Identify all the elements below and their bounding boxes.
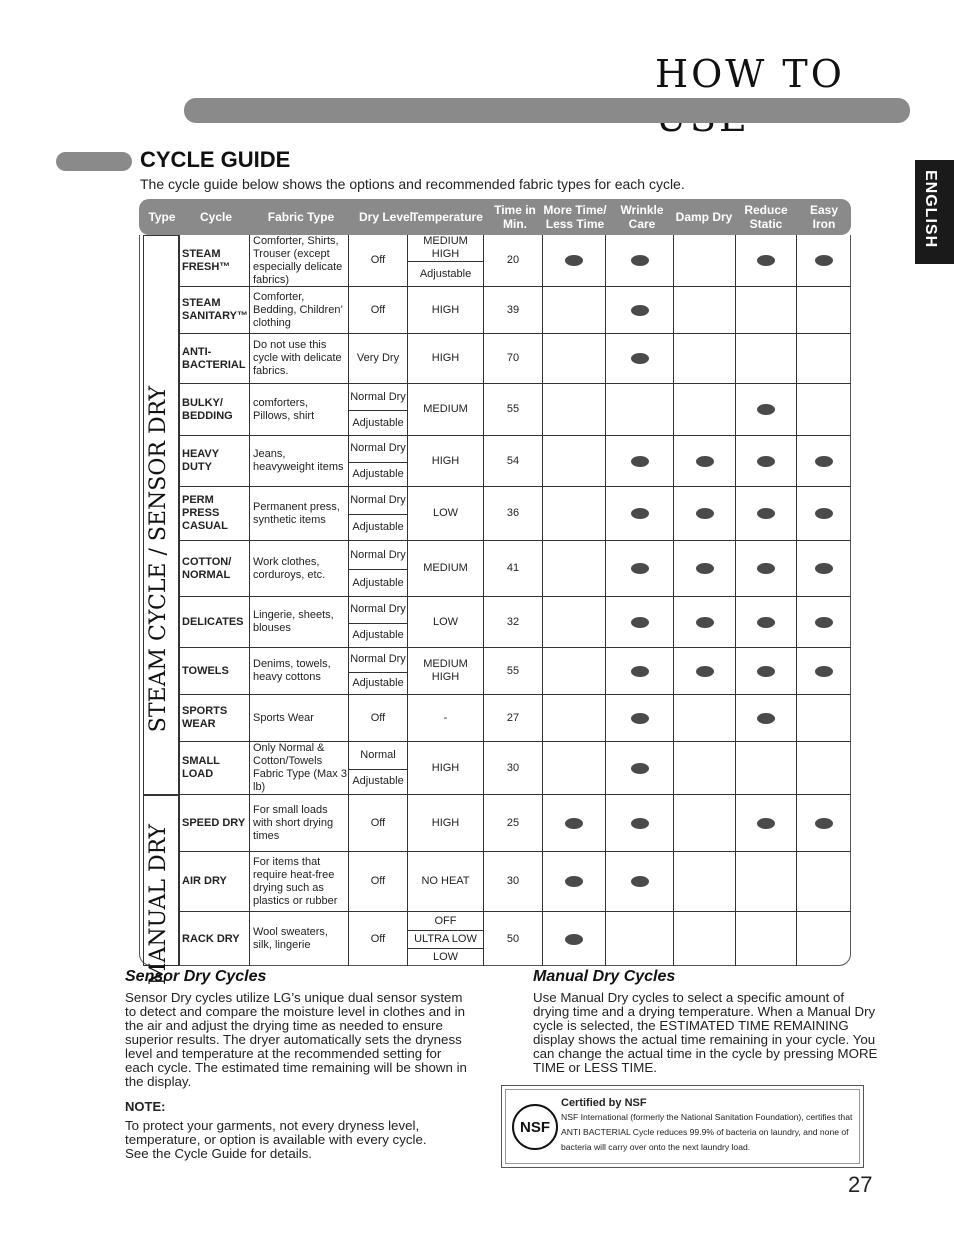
dry-level xyxy=(348,487,407,540)
header-cell: Type xyxy=(148,210,176,224)
header-cell: Cycle xyxy=(199,210,233,224)
option-cell xyxy=(735,795,796,851)
option-cell xyxy=(735,852,796,911)
option-cell xyxy=(605,334,673,383)
header-cell: Time in Min. xyxy=(494,203,536,231)
dry-level-option: Adjustable xyxy=(352,628,404,641)
option-cell xyxy=(735,235,796,286)
option-available-dot xyxy=(757,456,775,467)
option-available-dot xyxy=(631,617,649,628)
option-cell xyxy=(735,541,796,596)
dry-level-option: Adjustable xyxy=(352,576,404,589)
dry-level: Off xyxy=(348,852,407,911)
option-cell xyxy=(796,287,851,333)
table-row xyxy=(179,235,851,287)
nsf-logo: NSF xyxy=(512,1104,558,1150)
time-minutes: 25 xyxy=(483,795,542,851)
table-row xyxy=(179,795,851,852)
manual-title: Manual Dry Cycles xyxy=(533,968,676,985)
nsf-certification-box xyxy=(501,1085,864,1168)
option-cell xyxy=(796,648,851,694)
option-available-dot xyxy=(815,508,833,519)
fabric-type: Wool sweaters, silk, lingerie xyxy=(249,912,348,966)
option-available-dot xyxy=(815,818,833,829)
temperature-option: OFF xyxy=(408,912,483,931)
option-available-dot xyxy=(757,255,775,266)
option-available-dot xyxy=(565,818,583,829)
header-cell: Wrinkle Care xyxy=(620,203,664,231)
temperature: MEDIUM HIGH xyxy=(407,648,483,694)
header-cell: Temperature xyxy=(411,210,483,224)
cycle-name: STEAM SANITARY™ xyxy=(179,287,249,333)
option-cell xyxy=(673,597,735,647)
fabric-type: Do not use this cycle with delicate fabrics. xyxy=(249,334,348,383)
page-number: 27 xyxy=(848,1172,873,1197)
option-available-dot xyxy=(815,255,833,266)
option-cell xyxy=(605,541,673,596)
temperature xyxy=(407,912,483,966)
option-cell xyxy=(605,384,673,435)
table-row xyxy=(179,287,851,334)
table-row xyxy=(179,436,851,487)
fabric-type: Comforter, Shirts, Trouser (except especially delicate fabrics) xyxy=(249,235,348,286)
option-cell xyxy=(735,648,796,694)
dry-level-option: Adjustable xyxy=(352,676,404,689)
option-cell xyxy=(542,334,605,383)
group-manual-dry: MANUAL DRY xyxy=(143,795,179,966)
header-bar xyxy=(184,98,910,123)
option-available-dot xyxy=(631,713,649,724)
option-available-dot xyxy=(565,876,583,887)
option-available-dot xyxy=(757,508,775,519)
fabric-type: Only Normal & Cotton/Towels Fabric Type (Max 3 lb) xyxy=(249,742,348,794)
option-available-dot xyxy=(631,456,649,467)
cycle-name: DELICATES xyxy=(179,597,249,647)
option-available-dot xyxy=(631,255,649,266)
header-cell: More Time/ Less Time xyxy=(543,203,607,231)
time-minutes: 30 xyxy=(483,852,542,911)
option-available-dot xyxy=(815,456,833,467)
sensor-text: Sensor Dry cycles utilize LG’s unique dual sensor system to detect and compare the moisture level in clothes and in the air and adjust the drying time as needed to ensure superior results. The dryer automatically sets the dryness level and temperature at the recommended setting for each cycle. The estimated time remaining will be shown in the display. xyxy=(125,990,467,1089)
cycle-name: SPORTS WEAR xyxy=(179,695,249,741)
option-available-dot xyxy=(631,876,649,887)
option-cell xyxy=(796,597,851,647)
time-minutes: 50 xyxy=(483,912,542,966)
table-row xyxy=(179,648,851,695)
header-cell: Easy Iron xyxy=(809,203,839,231)
option-cell xyxy=(796,795,851,851)
cycle-name: STEAM FRESH™ xyxy=(179,235,249,286)
dry-level: Off xyxy=(348,287,407,333)
cycle-name: HEAVY DUTY xyxy=(179,436,249,486)
language-tab: ENGLISH xyxy=(915,160,954,264)
option-available-dot xyxy=(757,617,775,628)
table-header xyxy=(139,199,851,235)
option-available-dot xyxy=(696,563,714,574)
time-minutes: 32 xyxy=(483,597,542,647)
dry-level xyxy=(348,597,407,647)
option-cell xyxy=(796,541,851,596)
option-available-dot xyxy=(631,818,649,829)
time-minutes: 36 xyxy=(483,487,542,540)
temperature: HIGH xyxy=(407,334,483,383)
option-cell xyxy=(673,384,735,435)
option-cell xyxy=(542,695,605,741)
intro-text: The cycle guide below shows the options and recommended fabric types for each cycle. xyxy=(140,176,685,192)
dry-level-option: Normal Dry xyxy=(349,648,407,673)
cycle-name: PERM PRESS CASUAL xyxy=(179,487,249,540)
option-cell xyxy=(796,742,851,794)
table-row xyxy=(179,384,851,436)
time-minutes: 20 xyxy=(483,235,542,286)
table-row xyxy=(179,912,851,966)
option-cell xyxy=(605,695,673,741)
time-minutes: 55 xyxy=(483,384,542,435)
nsf-title: Certified by NSF xyxy=(561,1097,647,1109)
option-cell xyxy=(673,436,735,486)
option-cell xyxy=(542,597,605,647)
temperature: HIGH xyxy=(407,287,483,333)
dry-level: Off xyxy=(348,912,407,966)
temperature: NO HEAT xyxy=(407,852,483,911)
option-cell xyxy=(796,695,851,741)
option-cell xyxy=(542,541,605,596)
table-row xyxy=(179,334,851,384)
option-cell xyxy=(542,287,605,333)
section-pill xyxy=(56,152,132,171)
option-cell xyxy=(735,912,796,966)
temperature: HIGH xyxy=(407,795,483,851)
cycle-name: BULKY/ BEDDING xyxy=(179,384,249,435)
option-available-dot xyxy=(696,456,714,467)
option-cell xyxy=(542,384,605,435)
option-cell xyxy=(673,235,735,286)
header-cell: Fabric Type xyxy=(267,210,335,224)
time-minutes: 39 xyxy=(483,287,542,333)
fabric-type: For small loads with short drying times xyxy=(249,795,348,851)
option-available-dot xyxy=(757,818,775,829)
option-cell xyxy=(542,436,605,486)
option-cell xyxy=(673,795,735,851)
option-cell xyxy=(542,912,605,966)
option-cell xyxy=(673,742,735,794)
option-cell xyxy=(735,334,796,383)
temperature: - xyxy=(407,695,483,741)
header-cell: Reduce Static xyxy=(744,203,788,231)
temperature-option: ULTRA LOW xyxy=(408,930,483,949)
option-cell xyxy=(735,436,796,486)
cycle-name: SMALL LOAD xyxy=(179,742,249,794)
dry-level-option: Adjustable xyxy=(352,775,404,788)
option-cell xyxy=(796,852,851,911)
option-cell xyxy=(605,436,673,486)
temperature-option: MEDIUM HIGH xyxy=(408,235,483,262)
dry-level-option: Normal Dry xyxy=(349,487,407,515)
table-row xyxy=(179,852,851,912)
page-title: HOW TO xyxy=(655,52,845,96)
dry-level: Very Dry xyxy=(348,334,407,383)
option-cell xyxy=(542,487,605,540)
dry-level-option: Adjustable xyxy=(352,521,404,533)
option-available-dot xyxy=(815,563,833,574)
option-cell xyxy=(673,541,735,596)
fabric-type: For items that require heat-free drying such as plastics or rubber xyxy=(249,852,348,911)
dry-level: Off xyxy=(348,695,407,741)
time-minutes: 30 xyxy=(483,742,542,794)
table-row xyxy=(179,487,851,541)
dry-level-option: Adjustable xyxy=(352,416,404,429)
temperature: HIGH xyxy=(407,742,483,794)
option-cell xyxy=(735,695,796,741)
note-label: NOTE: xyxy=(125,1099,166,1114)
dry-level-option: Adjustable xyxy=(352,467,404,480)
fabric-type: Jeans, heavyweight items xyxy=(249,436,348,486)
temperature-option: Adjustable xyxy=(419,267,472,280)
sensor-title: Sensor Dry Cycles xyxy=(125,968,267,985)
option-cell xyxy=(542,852,605,911)
cycle-name: TOWELS xyxy=(179,648,249,694)
option-cell xyxy=(605,287,673,333)
option-available-dot xyxy=(631,666,649,677)
dry-level: Off xyxy=(348,235,407,286)
temperature xyxy=(407,235,483,286)
option-available-dot xyxy=(757,713,775,724)
option-cell xyxy=(673,912,735,966)
dry-level: Off xyxy=(348,795,407,851)
time-minutes: 54 xyxy=(483,436,542,486)
option-cell xyxy=(673,648,735,694)
option-cell xyxy=(735,287,796,333)
option-cell xyxy=(605,912,673,966)
fabric-type: Comforter, Bedding, Children’ clothing xyxy=(249,287,348,333)
option-available-dot xyxy=(757,404,775,415)
option-cell xyxy=(796,912,851,966)
fabric-type: Denims, towels, heavy cottons xyxy=(249,648,348,694)
option-available-dot xyxy=(631,763,649,774)
cycle-name: AIR DRY xyxy=(179,852,249,911)
option-cell xyxy=(796,334,851,383)
option-cell xyxy=(673,334,735,383)
time-minutes: 55 xyxy=(483,648,542,694)
option-cell xyxy=(735,742,796,794)
option-available-dot xyxy=(631,353,649,364)
option-cell xyxy=(735,384,796,435)
option-cell xyxy=(673,487,735,540)
cycle-name: RACK DRY xyxy=(179,912,249,966)
option-cell xyxy=(542,235,605,286)
option-cell xyxy=(796,436,851,486)
option-cell xyxy=(605,648,673,694)
option-available-dot xyxy=(815,666,833,677)
option-cell xyxy=(605,487,673,540)
table-row xyxy=(179,695,851,742)
option-available-dot xyxy=(631,563,649,574)
option-cell xyxy=(605,597,673,647)
option-cell xyxy=(605,742,673,794)
option-available-dot xyxy=(696,508,714,519)
option-available-dot xyxy=(631,508,649,519)
option-cell xyxy=(673,852,735,911)
option-available-dot xyxy=(565,934,583,945)
fabric-type: Permanent press, synthetic items xyxy=(249,487,348,540)
time-minutes: 27 xyxy=(483,695,542,741)
dry-level xyxy=(348,648,407,694)
fabric-type: comforters, Pillows, shirt xyxy=(249,384,348,435)
time-minutes: 70 xyxy=(483,334,542,383)
option-available-dot xyxy=(757,666,775,677)
dry-level-option: Normal Dry xyxy=(349,384,407,411)
dry-level xyxy=(348,384,407,435)
option-cell xyxy=(542,742,605,794)
header-cell: Damp Dry xyxy=(675,210,733,224)
dry-level xyxy=(348,541,407,596)
dry-level xyxy=(348,742,407,794)
dry-level-option: Normal Dry xyxy=(349,541,407,570)
note-text: To protect your garments, not every dryness level, temperature, or option is available with every cycle. See the Cycle Guide for details. xyxy=(125,1118,427,1161)
option-available-dot xyxy=(565,255,583,266)
cycle-name: COTTON/ NORMAL xyxy=(179,541,249,596)
fabric-type: Work clothes, corduroys, etc. xyxy=(249,541,348,596)
temperature: LOW xyxy=(407,487,483,540)
option-available-dot xyxy=(696,666,714,677)
cycle-name: SPEED DRY xyxy=(179,795,249,851)
option-cell xyxy=(796,487,851,540)
option-cell xyxy=(605,795,673,851)
option-available-dot xyxy=(757,563,775,574)
option-available-dot xyxy=(815,617,833,628)
option-cell xyxy=(542,648,605,694)
option-cell xyxy=(735,487,796,540)
option-available-dot xyxy=(696,617,714,628)
temperature: LOW xyxy=(407,597,483,647)
option-cell xyxy=(673,695,735,741)
table-row xyxy=(179,742,851,795)
time-minutes: 41 xyxy=(483,541,542,596)
group-steam-sensor: STEAM CYCLE / SENSOR DRY xyxy=(143,235,179,795)
option-cell xyxy=(796,235,851,286)
manual-text: Use Manual Dry cycles to select a specific amount of drying time and a drying temperature. When a Manual Dry cycle is selected, the ESTIMATED TIME REMAINING display shows the actual time remaining in your cycle. You can change the actual time in the cycle by pressing MORE TIME or LESS TIME. xyxy=(533,990,878,1075)
temperature: HIGH xyxy=(407,436,483,486)
dry-level-option: Normal xyxy=(349,742,407,770)
cycle-name: ANTI-BACTERIAL xyxy=(179,334,249,383)
table-row xyxy=(179,541,851,597)
temperature: MEDIUM xyxy=(407,384,483,435)
option-cell xyxy=(605,235,673,286)
option-cell xyxy=(796,384,851,435)
dry-level xyxy=(348,436,407,486)
dry-level-option: Normal Dry xyxy=(349,436,407,463)
option-cell xyxy=(673,287,735,333)
fabric-type: Sports Wear xyxy=(249,695,348,741)
option-available-dot xyxy=(631,305,649,316)
option-cell xyxy=(542,795,605,851)
table-row xyxy=(179,597,851,648)
fabric-type: Lingerie, sheets, blouses xyxy=(249,597,348,647)
header-cell: Dry Level xyxy=(358,210,414,224)
option-cell xyxy=(605,852,673,911)
temperature-option: LOW xyxy=(432,950,459,963)
section-title: CYCLE GUIDE xyxy=(140,147,291,172)
option-cell xyxy=(735,597,796,647)
dry-level-option: Normal Dry xyxy=(349,597,407,624)
temperature: MEDIUM xyxy=(407,541,483,596)
nsf-text: NSF International (formerly the National Sanitation Foundation), certifies that ANTI BACTERIAL Cycle reduces 99.9% of bacteria on laundry, and none of bacteria will carry over onto the next laundry load. xyxy=(561,1112,853,1152)
